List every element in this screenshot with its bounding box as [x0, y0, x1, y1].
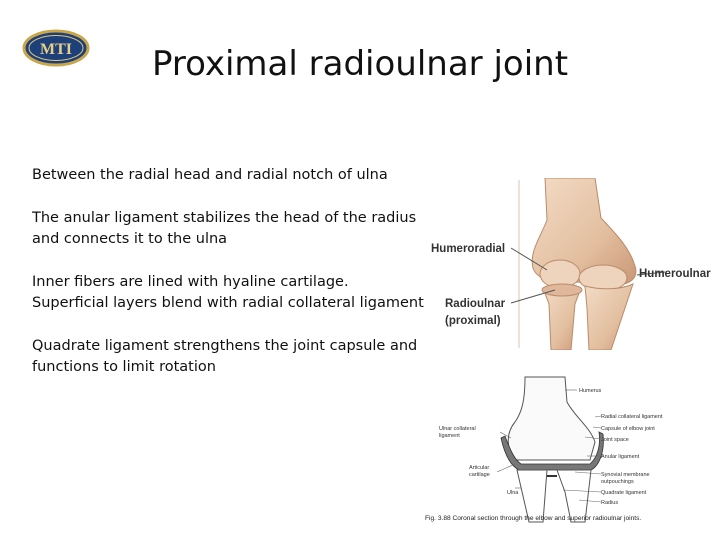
label-radius: Radius [601, 500, 619, 506]
label-radioulnar: Radioulnar [445, 298, 506, 310]
label-radial-collateral: Radial collateral ligament [601, 414, 663, 420]
label-ulnar-collateral: Ulnar collateral [439, 426, 476, 432]
label-radioulnar-proximal: (proximal) [445, 315, 501, 327]
figure-caption: Fig. 3.88 Coronal section through the elbow and superior radioulnar joints. [425, 515, 642, 522]
label-synovial-2: outpouchings [601, 479, 634, 485]
label-humeroulnar: Humeroulnar [639, 268, 711, 280]
label-synovial: Synovial membrane [601, 472, 650, 478]
slide-title: Proximal radioulnar joint [151, 44, 569, 84]
label-anular: Anular ligament [601, 454, 640, 460]
label-ulnar-collateral-2: ligament [439, 433, 460, 439]
logo-text: MTI [40, 41, 72, 58]
label-quadrate: Quadrate ligament [601, 490, 647, 496]
elbow-joint-illustration [425, 178, 720, 350]
bullet-4: Quadrate ligament strengthens the joint capsule and functions to limit rotation [32, 338, 418, 375]
label-ulna: Ulna [507, 490, 519, 496]
bullet-list [32, 165, 427, 400]
label-articular-2: cartilage [469, 472, 490, 478]
label-humeroradial: Humeroradial [431, 243, 506, 255]
bullet-1: Between the radial head and radial notch of ulna [32, 167, 388, 183]
label-joint-space: Joint space [601, 437, 629, 443]
label-capsule: Capsule of elbow joint [601, 426, 655, 432]
bullet-3: Inner fibers are lined with hyaline cartilage. Superficial layers blend with radial collateral ligament [32, 274, 424, 311]
label-articular: Articular [469, 465, 490, 471]
label-humerus: Humerus [579, 388, 602, 394]
bullet-2: The anular ligament stabilizes the head of the radius and connects it to the ulna [32, 210, 417, 247]
coronal-section-diagram [425, 372, 720, 527]
